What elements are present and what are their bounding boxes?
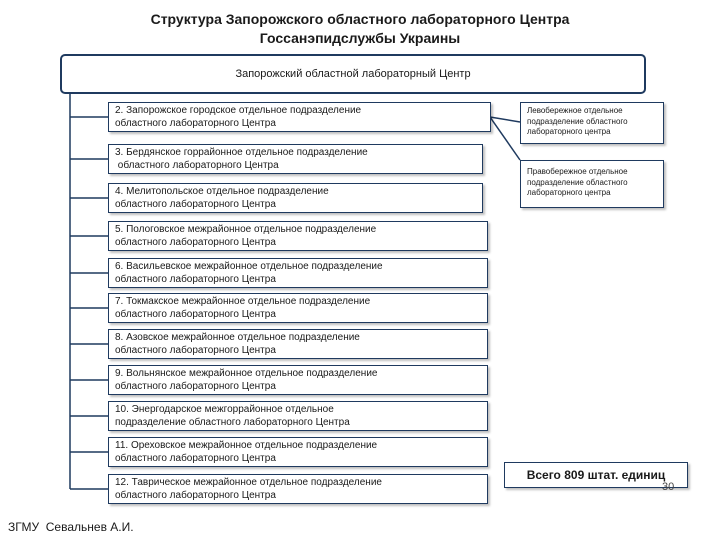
unit-label: 11. Ореховское межрайонное отдельное подразделение [115,440,378,451]
link-left-bank [490,117,520,122]
unit-label: областного лабораторного Центра [115,381,276,392]
unit-box-4 [108,183,483,213]
unit-label: подразделение областного [527,177,628,187]
unit-label: Левобережное отдельное [527,106,623,115]
unit-label: областного лабораторного Центра [115,345,276,356]
footer-author: ЗГМУ Севальнев А.И. [8,520,134,534]
root-node [60,54,646,94]
unit-label: 5. Пологовское межрайонное отдельное подразделение [115,224,377,235]
unit-box-9 [108,365,488,395]
unit-box-2 [108,102,491,132]
unit-label: областного лабораторного Центра [115,490,276,501]
unit-label: областного лабораторного Центра [115,237,276,248]
unit-label: 2. Запорожское городское отдельное подразделение [115,105,362,116]
unit-label: 8. Азовское межрайонное отдельное подразделение [115,332,360,343]
unit-label: подразделение областного лабораторного Центра [115,417,350,428]
unit-box-5 [108,221,488,251]
total-staff-label: Всего 809 штат. единиц [526,468,666,482]
unit-label: 10. Энергодарское межгоррайонное отдельное [115,404,334,415]
unit-label: областного лабораторного Центра [115,453,276,464]
unit-label: 6. Васильевское межрайонное отдельное подразделение [115,261,383,272]
unit-label: областного лабораторного Центра [115,118,276,129]
unit-label: подразделение областного [527,116,628,126]
unit-label: областного лабораторного Центра [115,309,276,320]
unit-box-3 [108,144,483,174]
unit-label: лабораторного центра [527,127,611,136]
unit-label: лабораторного центра [527,188,611,197]
unit-box-8 [108,329,488,359]
unit-label: 9. Вольнянское межрайонное отдельное подразделение [115,368,378,379]
unit-label: 4. Мелитопольское отдельное подразделение [115,186,329,197]
link-right-bank [490,117,520,160]
unit-label: 7. Токмакское межрайонное отдельное подразделение [115,296,371,307]
unit-box-11 [108,437,488,467]
unit-box-12 [108,474,488,504]
left-bank-unit-box [520,102,664,144]
unit-label: областного лабораторного Центра [115,160,279,171]
unit-box-6 [108,258,488,288]
unit-label: Правобережное отдельное [527,167,628,176]
unit-label: 12. Таврическое межрайонное отдельное подразделение [115,477,382,488]
unit-label: областного лабораторного Центра [115,274,276,285]
unit-box-7 [108,293,488,323]
page-number: 30 [662,481,675,493]
root-node-label: Запорожский областной лабораторный Центр [235,68,471,80]
total-staff-box [504,462,688,488]
unit-label: 3. Бердянское горрайонное отдельное подразделение [115,147,368,158]
title-line-1: Структура Запорожского областного лабораторного Центра [150,11,570,27]
unit-label: областного лабораторного Центра [115,199,276,210]
title-line-2: Госсанэпидслужбы Украины [259,30,461,46]
unit-box-10 [108,401,488,431]
right-bank-unit-box [520,160,664,208]
